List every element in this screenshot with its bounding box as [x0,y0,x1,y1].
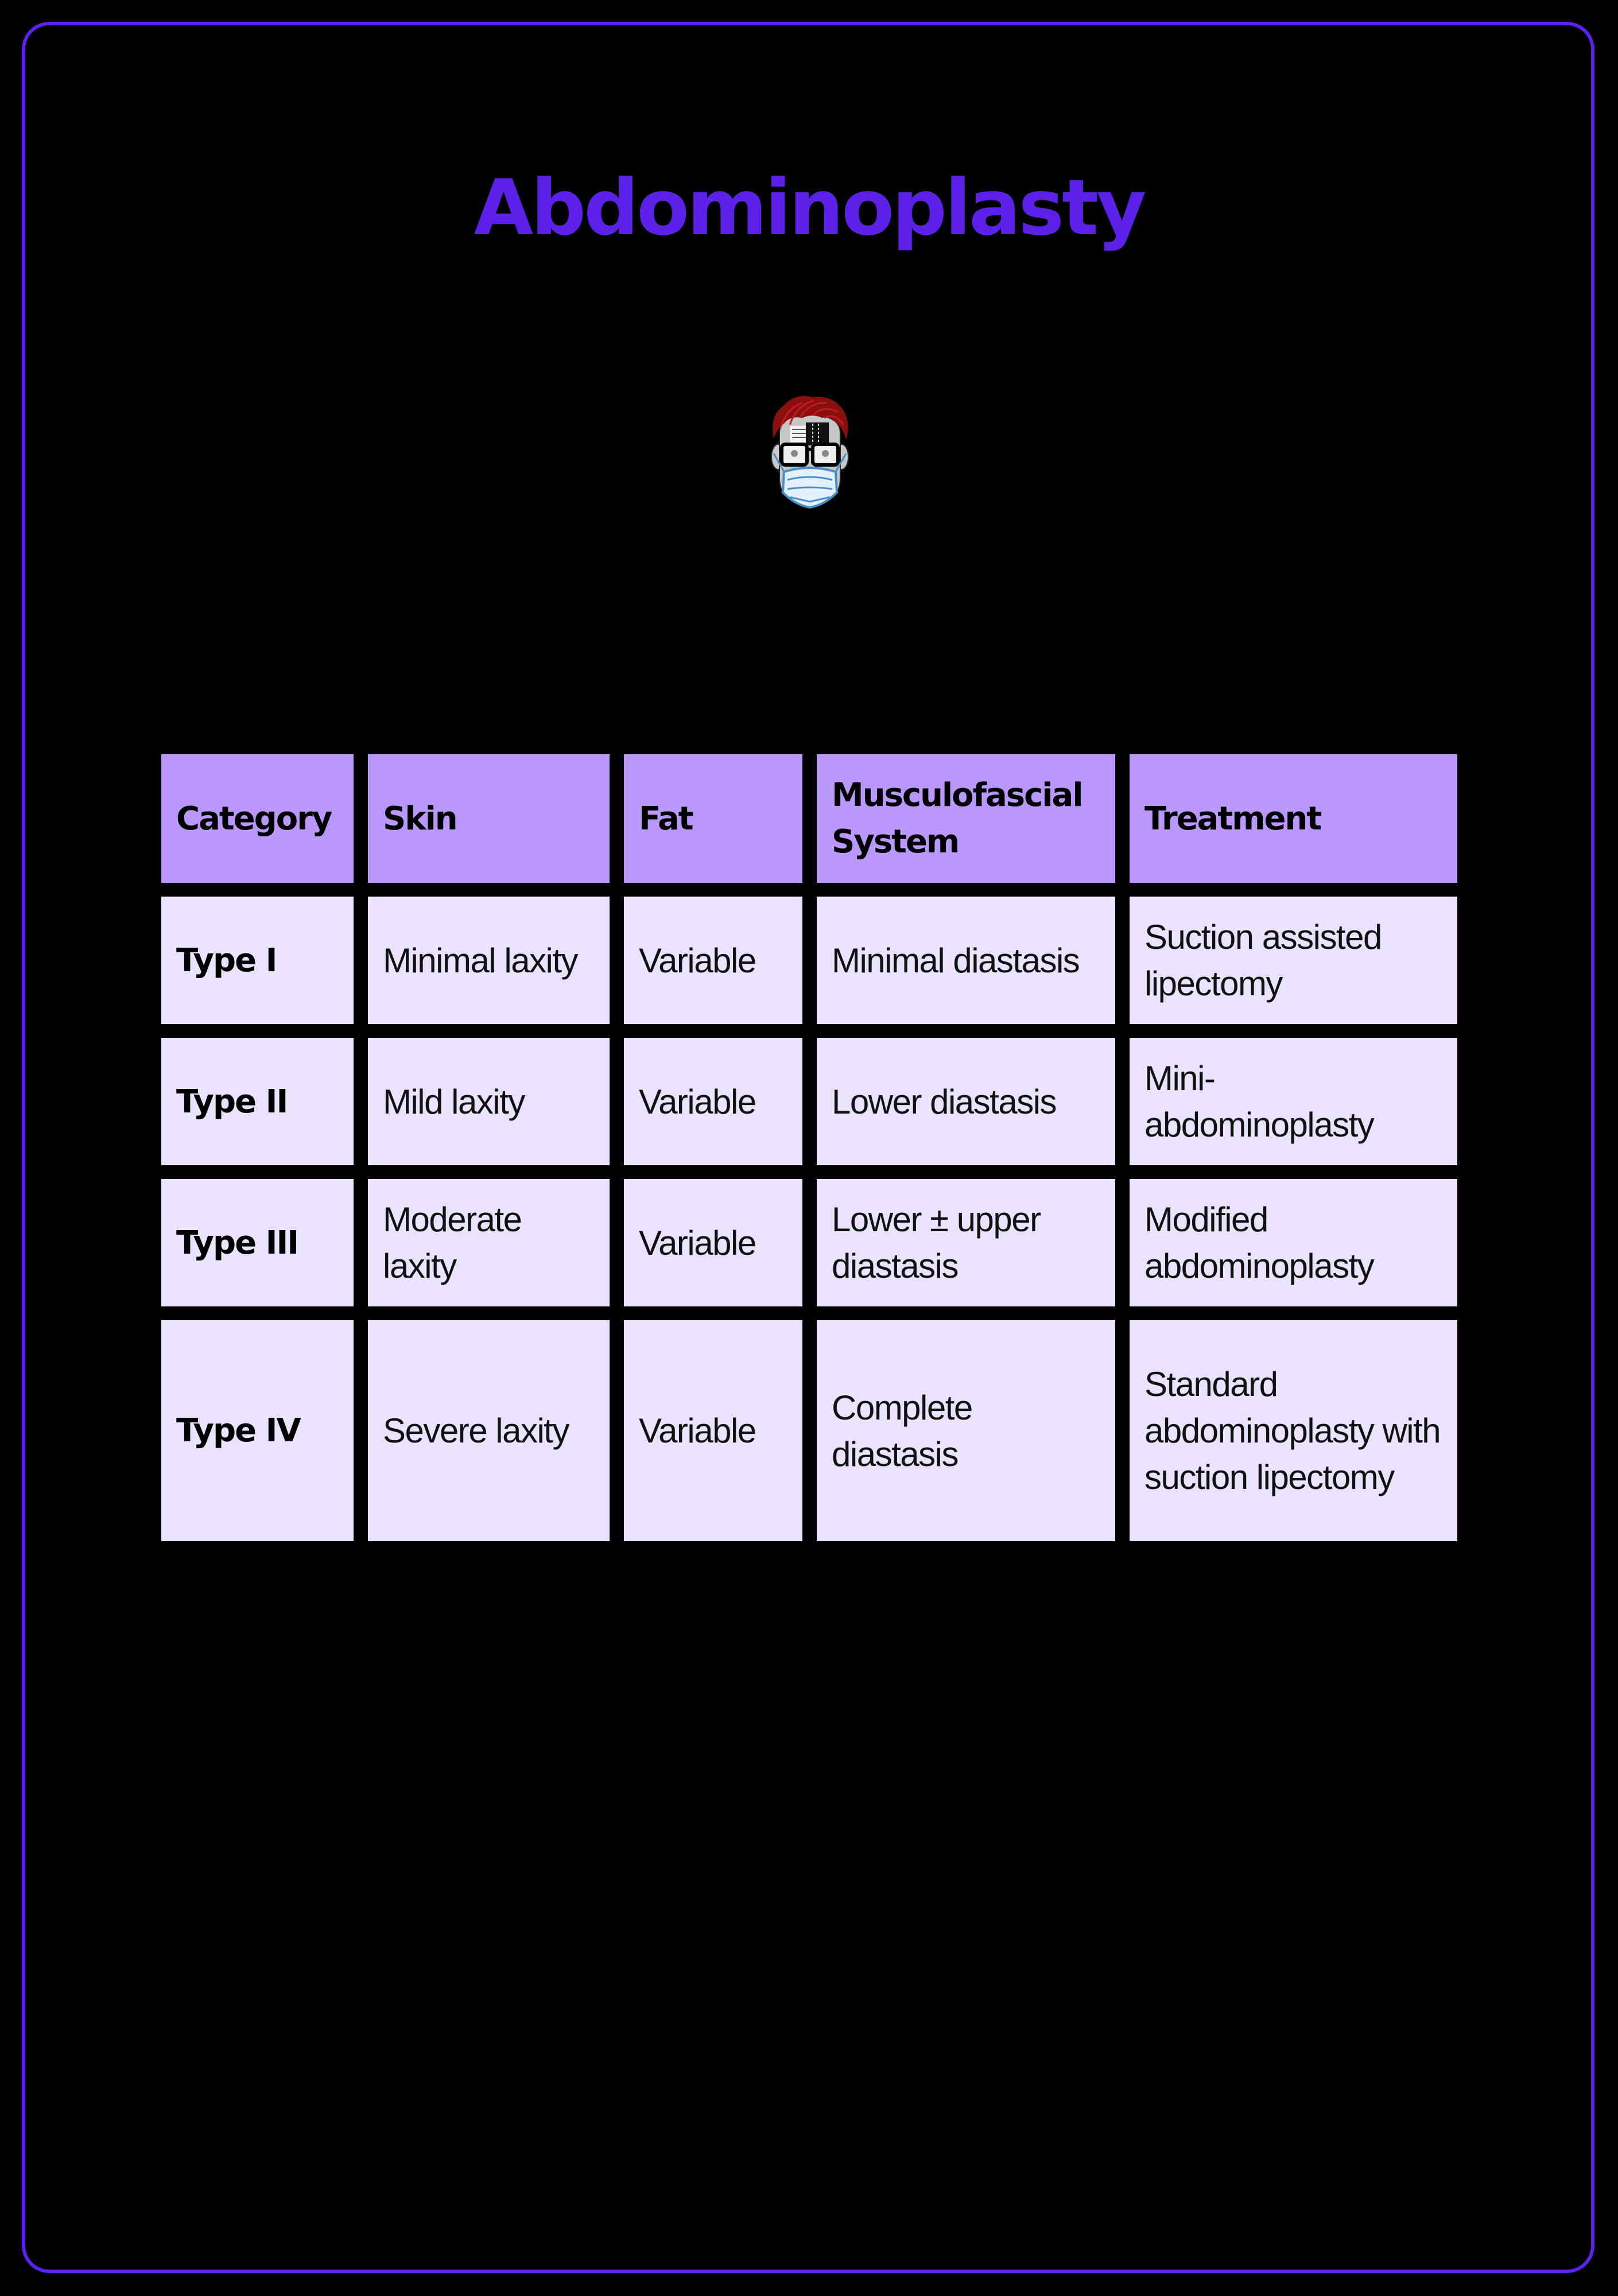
header-fat: Fat [624,754,802,883]
header-skin: Skin [368,754,610,883]
table-cell-treatment: Modified abdominoplasty [1130,1179,1457,1306]
table-cell-fat: Variable [624,1179,802,1306]
table-cell-skin: Mild laxity [368,1038,610,1165]
table-cell-musculofascial: Complete diastasis [817,1320,1115,1541]
table-cell-skin: Severe laxity [368,1320,610,1541]
header-treatment: Treatment [1130,754,1457,883]
masked-doctor-avatar-icon [767,393,853,513]
table-cell-treatment: Standard abdominoplasty with suction lipectomy [1130,1320,1457,1541]
table-row-category: Type III [161,1179,354,1306]
table-cell-treatment: Suction assisted lipectomy [1130,897,1457,1024]
table-cell-fat: Variable [624,1320,802,1541]
table-cell-musculofascial: Lower diastasis [817,1038,1115,1165]
table-cell-fat: Variable [624,1038,802,1165]
table-row-category: Type I [161,897,354,1024]
table-row-category: Type II [161,1038,354,1165]
header-category: Category [161,754,354,883]
table-cell-musculofascial: Minimal diastasis [817,897,1115,1024]
table-cell-musculofascial: Lower ± upper diastasis [817,1179,1115,1306]
table-cell-fat: Variable [624,897,802,1024]
header-musculofascial-system: Musculofascial System [817,754,1115,883]
table-cell-treatment: Mini-abdominoplasty [1130,1038,1457,1165]
abdominoplasty-classification-table [161,754,1457,1541]
table-cell-skin: Moderate laxity [368,1179,610,1306]
table-cell-skin: Minimal laxity [368,897,610,1024]
table-row-category: Type IV [161,1320,354,1541]
page-title: Abdominoplasty [474,163,1144,253]
